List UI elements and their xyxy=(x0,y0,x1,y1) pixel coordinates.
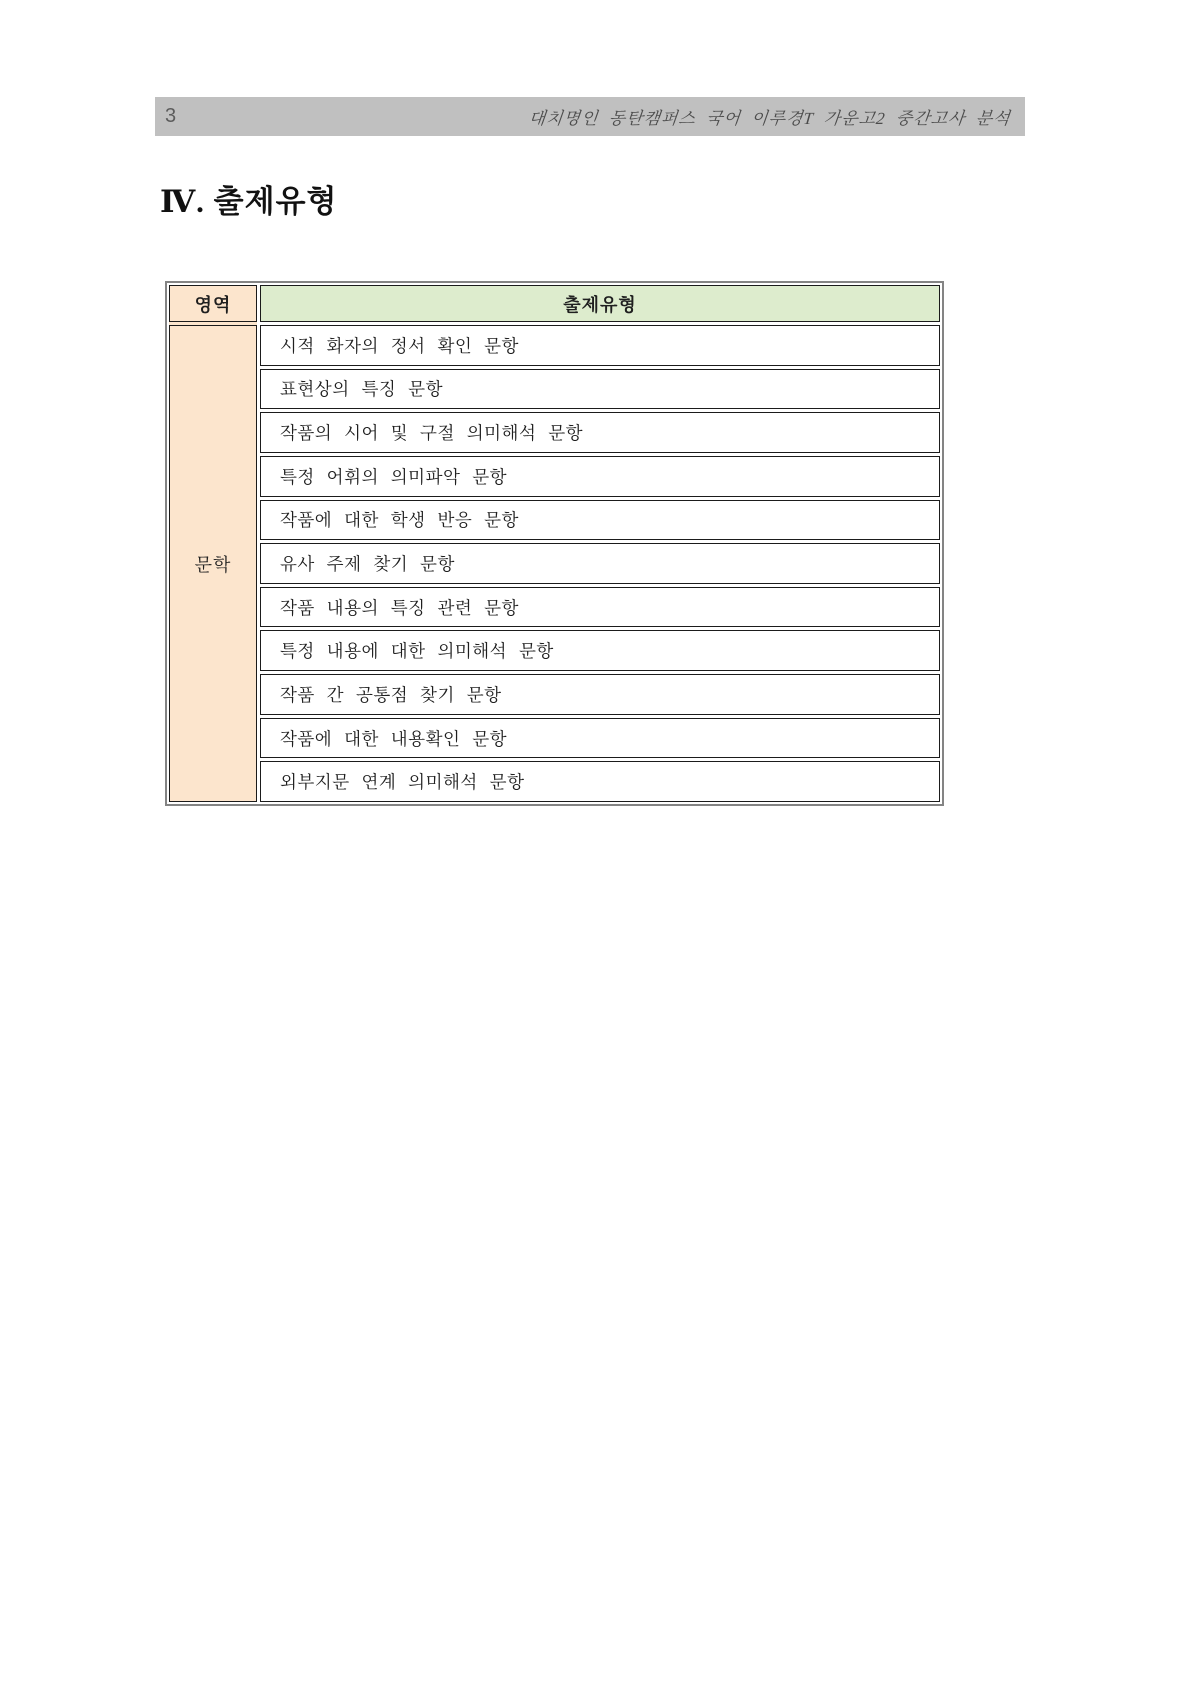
table-row: 특정 어휘의 의미파악 문항 xyxy=(260,456,940,497)
section-title: Ⅳ. 출제유형 xyxy=(160,184,338,219)
page-number: 3 xyxy=(165,105,177,127)
table-row: 특정 내용에 대한 의미해석 문항 xyxy=(260,630,940,671)
table-row: 표현상의 특징 문항 xyxy=(260,369,940,410)
type-column-header: 출제유형 xyxy=(260,285,940,322)
area-column-header: 영역 xyxy=(169,285,257,322)
table-row: 작품 간 공통점 찾기 문항 xyxy=(260,674,940,715)
table-row: 외부지문 연계 의미해석 문항 xyxy=(260,761,940,802)
table-row: 작품에 대한 내용확인 문항 xyxy=(260,718,940,759)
page-header-bar xyxy=(155,97,1025,136)
header-handwritten-note: 대치명인 동탄캠퍼스 국어 이루경T 가운고2 중간고사 분석 xyxy=(527,109,1012,128)
type-column xyxy=(260,285,940,802)
table-row: 유사 주제 찾기 문항 xyxy=(260,543,940,584)
table-row: 작품 내용의 특징 관련 문항 xyxy=(260,587,940,628)
table-row: 작품의 시어 및 구절 의미해석 문항 xyxy=(260,412,940,453)
table-row: 작품에 대한 학생 반응 문항 xyxy=(260,500,940,541)
area-cell-literature: 문학 xyxy=(169,325,257,802)
area-column xyxy=(169,285,257,802)
table-row: 시적 화자의 정서 확인 문항 xyxy=(260,325,940,366)
question-type-table xyxy=(165,281,944,806)
